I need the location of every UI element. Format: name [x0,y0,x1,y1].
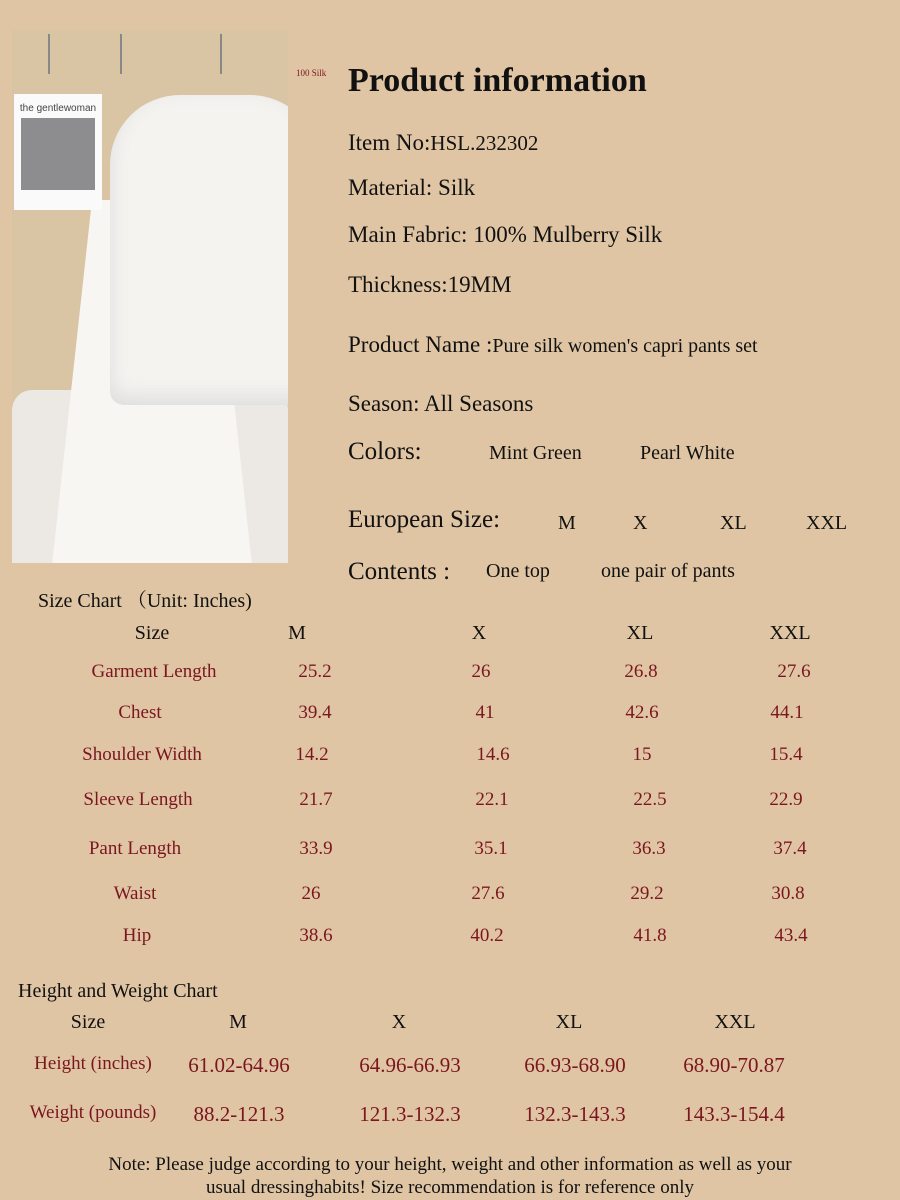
table-cell: Sleeve Length [83,789,193,810]
card-logo: the gentlewoman [19,103,97,114]
table-cell: 41 [475,702,495,723]
colors-label: Colors: [348,438,422,465]
contents-label: Contents : [348,558,451,585]
material: Material: Silk [348,175,476,200]
contents-item: one pair of pants [601,560,735,582]
table-cell: 42.6 [625,702,659,723]
table-cell: X [391,1011,407,1033]
note-line: usual dressinghabits! Size recommendation is for reference only [205,1177,695,1198]
table-cell: 66.93-68.90 [524,1053,626,1077]
table-cell: Chest [118,702,162,723]
table-cell: 43.4 [774,925,808,946]
table-cell: XXL [714,1011,756,1033]
table-cell: 22.5 [633,789,667,810]
table-cell: 21.7 [299,789,333,810]
table-cell: 68.90-70.87 [683,1053,785,1077]
season: Season: All Seasons [348,391,534,416]
table-cell: 61.02-64.96 [188,1053,290,1077]
table-cell: 30.8 [771,883,805,904]
table-cell: 14.2 [295,744,329,765]
contents-item: One top [486,560,550,582]
table-cell: XXL [769,622,811,644]
table-cell: Hip [122,925,152,946]
thickness: Thickness:19MM [348,272,512,297]
main-fabric: Main Fabric: 100% Mulberry Silk [348,222,663,247]
table-cell: 22.1 [475,789,509,810]
table-cell: 22.9 [769,789,803,810]
table-cell: 36.3 [632,838,666,859]
table-cell: Size [70,1011,106,1033]
table-cell: 15 [632,744,652,765]
magazine-card [14,94,102,210]
size-option: M [558,512,576,534]
table-cell: 26 [471,661,491,682]
table-cell: 33.9 [299,838,333,859]
table-cell: 132.3-143.3 [524,1102,626,1126]
size-option: X [633,512,648,534]
size-option: XXL [806,512,848,534]
table-cell: 26 [301,883,321,904]
table-cell: 64.96-66.93 [359,1053,461,1077]
product-photo [12,30,288,563]
table-cell: 40.2 [470,925,504,946]
card-photo [21,118,95,190]
color-option: Mint Green [489,442,582,464]
size-chart-title: Size Chart （Unit: Inches) [38,590,252,612]
table-cell: 27.6 [471,883,505,904]
table-cell: XL [626,622,654,644]
size-option: XL [720,512,747,534]
table-cell: 39.4 [298,702,332,723]
table-cell: 14.6 [476,744,510,765]
table-cell: Garment Length [91,661,217,682]
silk-top [110,95,288,405]
silk-badge: 100 Silk [296,68,327,78]
table-cell: 29.2 [630,883,664,904]
table-cell: Weight (pounds) [29,1102,157,1123]
color-option: Pearl White [640,442,735,464]
table-cell: 35.1 [474,838,508,859]
table-cell: 25.2 [298,661,332,682]
table-cell: 38.6 [299,925,333,946]
table-cell: 27.6 [777,661,811,682]
page-title: Product information [348,62,647,99]
hanger-wire [220,34,222,74]
table-cell: 26.8 [624,661,658,682]
table-cell: Height (inches) [34,1053,152,1074]
table-cell: 88.2-121.3 [193,1102,285,1126]
table-cell: XL [555,1011,583,1033]
table-cell: 41.8 [633,925,667,946]
table-cell: 44.1 [770,702,804,723]
table-cell: 143.3-154.4 [683,1102,785,1126]
size-note [0,1153,900,1199]
note-line: Note: Please judge according to your height, weight and other information as well as your [108,1154,792,1175]
table-cell: Size [134,622,170,644]
table-cell: Shoulder Width [82,744,202,765]
size-label: European Size: [348,506,501,533]
table-cell: M [288,622,306,644]
table-cell: 15.4 [769,744,803,765]
product-name: Product Name :Pure silk women's capri pants set [348,332,758,357]
item-no: Item No:HSL.232302 [348,130,539,155]
table-cell: 37.4 [773,838,807,859]
table-cell: Pant Length [88,838,182,859]
hanger-wire [120,34,122,74]
hw-chart-title: Height and Weight Chart [18,980,218,1002]
table-cell: Waist [113,883,157,904]
table-cell: 121.3-132.3 [359,1102,461,1126]
table-cell: M [229,1011,247,1033]
hanger-wire [48,34,50,74]
table-cell: X [471,622,487,644]
